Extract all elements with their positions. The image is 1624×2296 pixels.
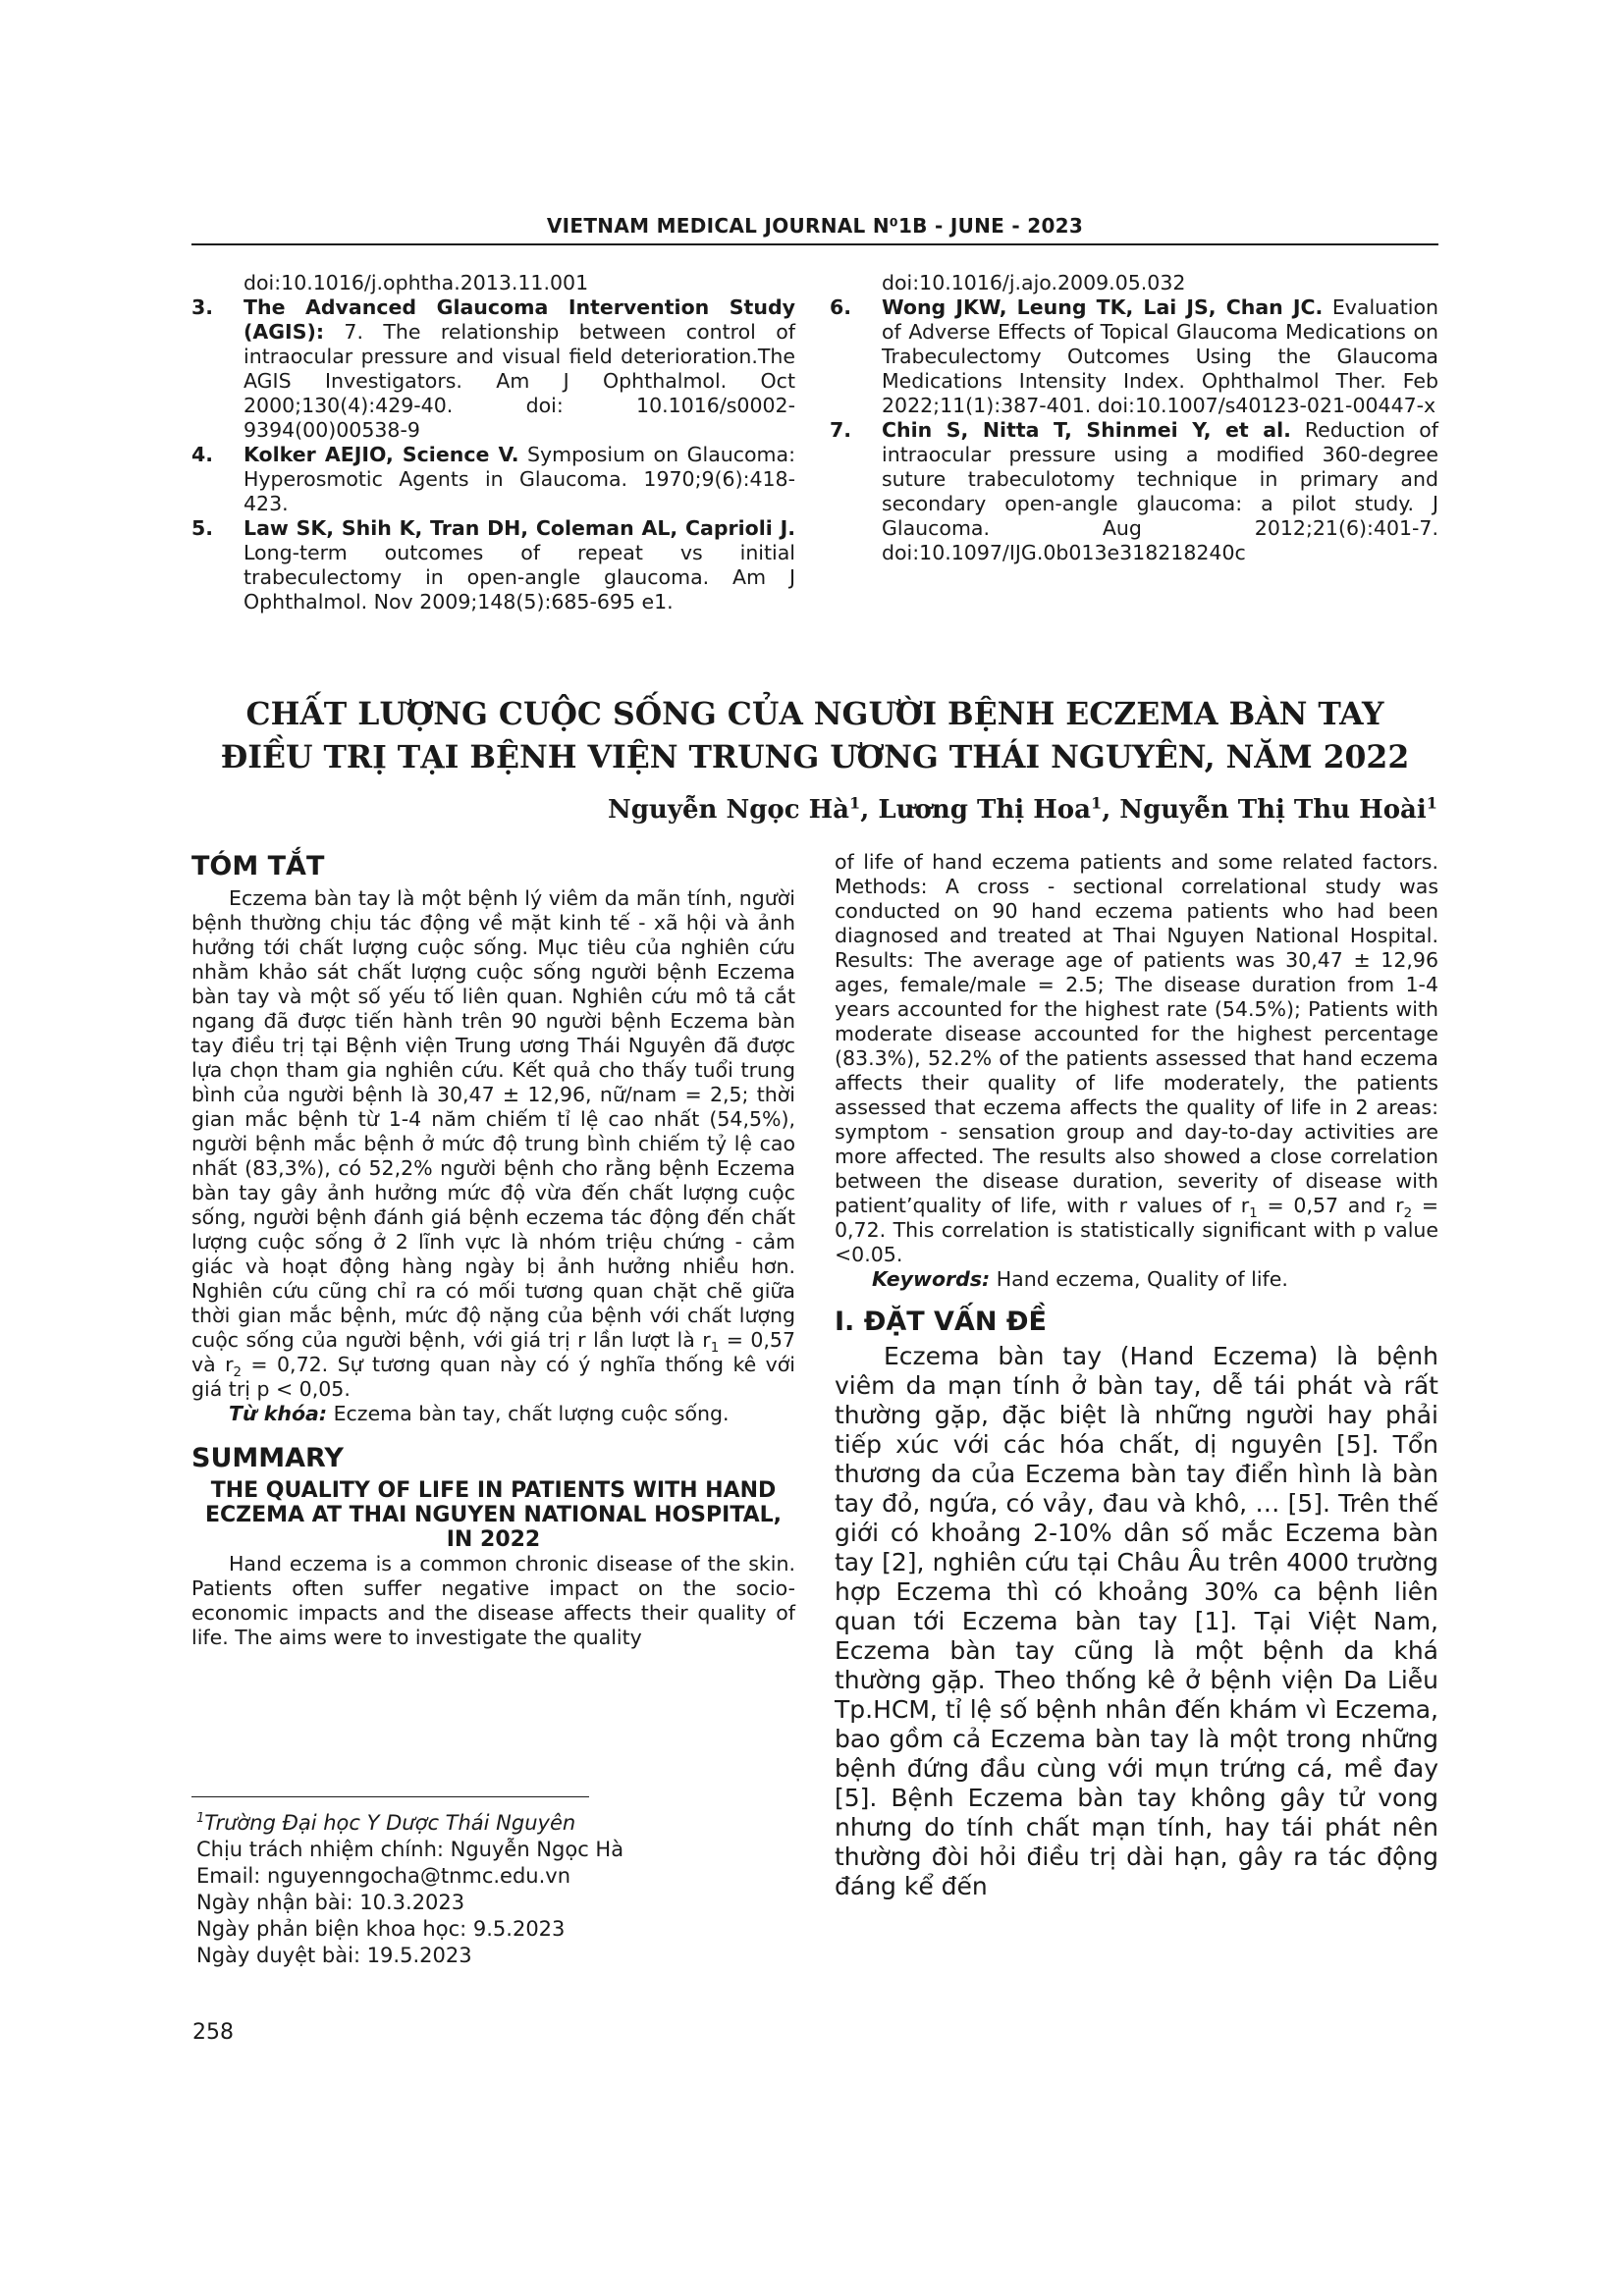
reference-number: 5. — [191, 516, 214, 540]
reference-text: Symposium on Glaucoma: Hyperosmotic Agents in Glaucoma. 1970;9(6):418-423. — [244, 443, 795, 515]
reference-continuation — [191, 271, 795, 295]
title-line-2: ĐIỀU TRỊ TẠI BỆNH VIỆN TRUNG ƯƠNG THÁI NGUYÊN, NĂM 2022 — [220, 739, 1410, 775]
page-number: 258 — [192, 2020, 234, 2045]
title-line-1: CHẤT LƯỢNG CUỘC SỐNG CỦA NGƯỜI BỆNH ECZEMA BÀN TAY — [245, 696, 1384, 732]
summary-text: of life of hand eczema patients and some related factors. Methods: A cross - sectional correlational study was conducted on 90 hand eczema patients who had been diagnosed and treated at Thai Nguyen National Hospital. Results: The average age of patients was 30,47 ± 12,96 ages, female/male = 2.5; The disease duration from 1-4 years accounted for the highest rate (54.5%); Patients with moderate disease accounted for the highest percentage (83.3%), 52.2% of the patients assessed that hand eczema affects their quality of life moderately, the patients assessed that eczema affects the quality of life in 2 areas: symptom - sensation group and day-to-day activities are more affected. The results also showed a close correlation between the disease duration, severity of disease with patient’quality of life, with r values of r — [835, 850, 1438, 1217]
reference-number: 3. — [191, 295, 214, 319]
footnote-reviewed: Ngày phản biện khoa học: 9.5.2023 — [196, 1917, 566, 1941]
keywords-value: Hand eczema, Quality of life. — [990, 1267, 1288, 1291]
summary-keywords — [835, 1267, 1438, 1292]
reference-number: 6. — [830, 295, 852, 319]
right-column — [835, 850, 1438, 1901]
reference-3 — [191, 295, 795, 443]
reference-4 — [191, 443, 795, 516]
reference-text: doi:10.1016/j.ajo.2009.05.032 — [882, 271, 1186, 294]
r2-subscript: 2 — [1403, 1206, 1413, 1222]
author-name: Lương Thị Hoa — [878, 795, 1091, 825]
author-name: Nguyễn Thị Thu Hoài — [1119, 795, 1427, 825]
reference-authors: The Advanced Glaucoma Intervention Study (AGIS): — [244, 295, 795, 344]
reference-authors: Chin S, Nitta T, Shinmei Y, et al. — [882, 418, 1291, 442]
reference-7 — [830, 418, 1438, 565]
footnotes — [196, 1810, 785, 1969]
reference-authors: Kolker AEJIO, Science V. — [244, 443, 519, 466]
r1-subscript: 1 — [710, 1341, 720, 1357]
introduction-heading: I. ĐẶT VẤN ĐỀ — [835, 1307, 1047, 1337]
reference-text: doi:10.1016/j.ophtha.2013.11.001 — [244, 271, 589, 294]
journal-header: VIETNAM MEDICAL JOURNAL N⁰1B - JUNE - 2023 — [546, 214, 1084, 238]
introduction-body: Eczema bàn tay (Hand Eczema) là bệnh viêm da mạn tính ở bàn tay, dễ tái phát và rất thường gặp, đặc biệt là những người hay phải tiếp xúc với các hóa chất, dị nguyên [5]. Tổn thương da của Eczema bàn tay điển hình là bàn tay đỏ, ngứa, có vảy, đau và khô, … [5]. Trên thế giới có khoảng 2-10% dân số mắc Eczema bàn tay [2], nghiên cứu tại Châu Âu trên 4000 trường hợp Eczema thì có khoảng 30% ca bệnh liên quan tới Eczema bàn tay [1]. Tại Việt Nam, Eczema bàn tay cũng là một bệnh da khá thường gặp. Theo thống kê ở bệnh viện Da Liễu Tp.HCM, tỉ lệ số bệnh nhân đến khám vì Eczema, bao gồm cả Eczema bàn tay là một trong những bệnh đứng đầu cùng với mụn trứng cá, mề đay [5]. Bệnh Eczema bàn tay không gây tử vong nhưng do tính chất mạn tính, hay tái phát nên thường đòi hỏi điều trị dài hạn, gây ra tác động đáng kể đến — [835, 1342, 1438, 1900]
author-affiliation: 1 — [1426, 793, 1437, 813]
r2-subscript: 2 — [233, 1365, 243, 1381]
summary-heading: SUMMARY — [191, 1443, 344, 1473]
references-left — [191, 271, 795, 614]
abstract-vi-keywords — [191, 1402, 795, 1426]
summary-body-continued — [835, 850, 1438, 1267]
footnote-email: Email: nguyenngocha@tnmc.edu.vn — [196, 1864, 571, 1888]
footnote-received: Ngày nhận bài: 10.3.2023 — [196, 1891, 465, 1914]
reference-text: Evaluation of Adverse Effects of Topical Glaucoma Medications on Trabeculectomy Outcomes Using the Glaucoma Medications Intensity Index. Ophthalmol Ther. Feb 2022;11(1):387-401. doi:10.1007/s40123-021-00447-x — [882, 295, 1438, 417]
keywords-value: Eczema bàn tay, chất lượng cuộc sống. — [327, 1402, 730, 1425]
footnote-accepted: Ngày duyệt bài: 19.5.2023 — [196, 1944, 472, 1967]
affiliation-text: Trường Đại học Y Dược Thái Nguyên — [204, 1811, 576, 1835]
r1-subscript: 1 — [1249, 1206, 1258, 1222]
references-right — [830, 271, 1438, 565]
reference-number: 4. — [191, 443, 214, 466]
abstract-vi-r1-text: = 0,57 và r — [191, 1328, 796, 1376]
reference-authors: Law SK, Shih K, Tran DH, Coleman AL, Caprioli J. — [244, 516, 795, 540]
reference-5 — [191, 516, 795, 614]
author-list — [608, 795, 1437, 825]
keywords-label: Keywords: — [872, 1267, 991, 1291]
summary-r1-text: = 0,57 and r — [1257, 1194, 1404, 1217]
header-rule — [191, 243, 1438, 245]
reference-number: 7. — [830, 418, 852, 442]
footnote-corresponding: Chịu trách nhiệm chính: Nguyễn Ngọc Hà — [196, 1838, 624, 1861]
author-name: Nguyễn Ngọc Hà — [607, 795, 850, 825]
keywords-label: Từ khóa: — [229, 1402, 328, 1425]
author-separator: , — [860, 795, 879, 825]
summary-text-end: = 0,72. This correlation is statistically significant with p value <0.05. — [835, 1194, 1439, 1266]
reference-text: Reduction of intraocular pressure using a modified 360-degree suture trabeculotomy technique in primary and secondary open-angle glaucoma: a pilot study. J Glaucoma. Aug 2012;21(6):401-7. doi:10.1097/IJG.0b013e318218240c — [882, 418, 1438, 564]
reference-continuation — [830, 271, 1438, 295]
reference-6 — [830, 295, 1438, 418]
abstract-vi-text: Eczema bàn tay là một bệnh lý viêm da mãn tính, người bệnh thường chịu tác động về mặt kinh tế - xã hội và ảnh hưởng tới chất lượng cuộc sống. Mục tiêu của nghiên cứu nhằm khảo sát chất lượng cuộc sống người bệnh Eczema bàn tay và một số yếu tố liên quan. Nghiên cứu mô tả cắt ngang đã được tiến hành trên 90 người bệnh Eczema bàn tay điều trị tại Bệnh viện Trung ương Thái Nguyên đã được lựa chọn tham gia nghiên cứu. Kết quả cho thấy tuổi trung bình của người bệnh là 30,47 ± 12,96, nữ/nam = 2,5; thời gian mắc bệnh từ 1-4 năm chiếm tỉ lệ cao nhất (54,5%), người bệnh mắc bệnh ở mức độ trung bình chiếm tỷ lệ cao nhất (83,3%), có 52,2% người bệnh cho rằng bệnh Eczema bàn tay gây ảnh hưởng mức độ vừa đến chất lượng cuộc sống, người bệnh đánh giá bệnh eczema tác động đến chất lượng cuộc sống ở 2 lĩnh vực là nhóm triệu chứng - cảm giác và hoạt động hàng ngày bị ảnh hưởng nhiều hơn. Nghiên cứu cũng chỉ ra có mối tương quan chặt chẽ giữa thời gian mắc bệnh, mức độ nặng của bệnh với chất lượng cuộc sống của người bệnh, với giá trị r lần lượt là r — [191, 886, 795, 1352]
reference-text: 7. The relationship between control of intraocular pressure and visual field deterioration.The AGIS Investigators. Am J Ophthalmol. Oct 2000;130(4):429-40. doi: 10.1016/s0002-9394(00)00538-9 — [244, 320, 795, 442]
author-separator: , — [1102, 795, 1120, 825]
reference-authors: Wong JKW, Leung TK, Lai JS, Chan JC. — [882, 295, 1324, 319]
footnote-rule — [191, 1796, 589, 1797]
abstract-vi-text-end: = 0,72. Sự tương quan này có ý nghĩa thống kê với giá trị p < 0,05. — [191, 1353, 795, 1401]
summary-body-start: Hand eczema is a common chronic disease of the skin. Patients often suffer negative impact on the socio-economic impacts and the disease affects their quality of life. The aims were to investigate the quality — [191, 1552, 795, 1649]
author-affiliation: 1 — [849, 793, 861, 813]
introduction-section — [835, 1342, 1438, 1901]
reference-text: Long-term outcomes of repeat vs initial trabeculectomy in open-angle glaucoma. Am J Ophthalmol. Nov 2009;148(5):685-695 e1. — [244, 541, 795, 614]
left-column — [191, 850, 795, 1650]
affiliation-mark: 1 — [196, 1811, 205, 1826]
article-title — [191, 693, 1438, 779]
author-affiliation: 1 — [1090, 793, 1103, 813]
abstract-vi-body — [191, 886, 795, 1402]
summary-title: THE QUALITY OF LIFE IN PATIENTS WITH HAND ECZEMA AT THAI NGUYEN NATIONAL HOSPITAL, IN 2022 — [204, 1478, 783, 1552]
footnote-affiliation — [196, 1810, 785, 1837]
abstract-vi-heading: TÓM TẮT — [191, 851, 325, 881]
